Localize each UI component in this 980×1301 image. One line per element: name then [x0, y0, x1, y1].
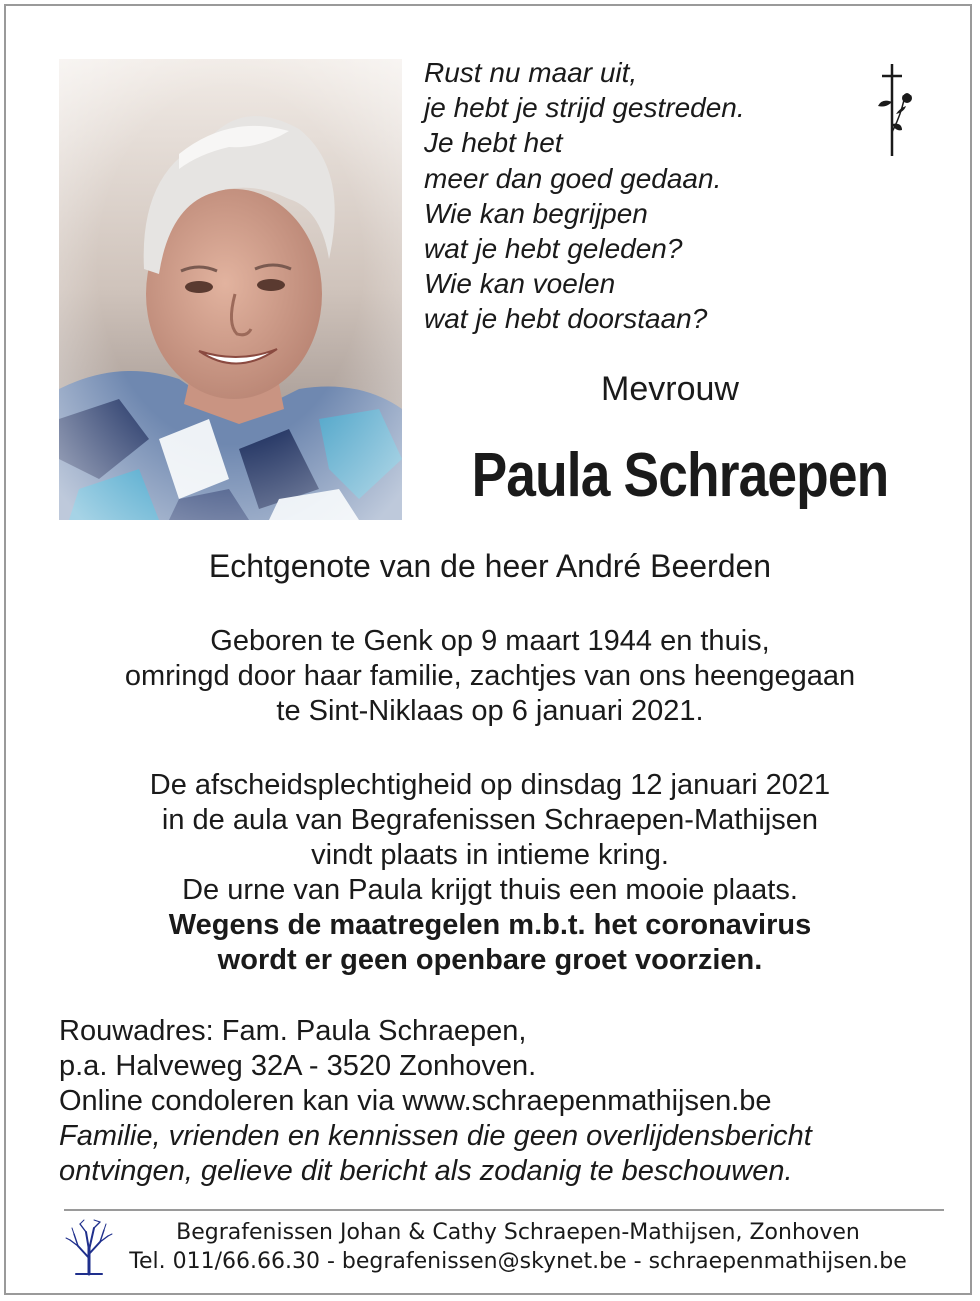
poem-line: je hebt je strijd gestreden.: [424, 92, 745, 124]
footer: [118, 1218, 918, 1276]
ceremony-line: De afscheidsplechtigheid op dinsdag 12 januari 2021: [149, 769, 831, 801]
spouse-line: Echtgenote van de heer André Beerden: [208, 548, 772, 584]
tree-logo-icon: [64, 1218, 114, 1276]
birth-text: [0, 624, 980, 729]
funeral-home-contact: Tel. 011/66.66.30 - begrafenissen@skynet.be - schraepenmathijsen.be: [129, 1249, 907, 1274]
corona-notice-line: wordt er geen openbare groet voorzien.: [217, 944, 763, 976]
poem-line: Wie kan begrijpen: [424, 197, 648, 229]
poem: [424, 55, 844, 337]
birth-line: te Sint-Niklaas op 6 januari 2021.: [276, 695, 704, 727]
address-block: [59, 1014, 939, 1189]
cross-with-rose-icon: [874, 62, 920, 158]
birth-line: omringd door haar familie, zachtjes van ons heengegaan: [124, 660, 856, 692]
funeral-home-name: Begrafenissen Johan & Cathy Schraepen-Mathijsen, Zonhoven: [176, 1220, 860, 1245]
divider: [64, 1209, 944, 1211]
portrait-photo: [59, 59, 402, 520]
notice-line: Familie, vrienden en kennissen die geen overlijdensbericht: [59, 1120, 812, 1152]
poem-line: wat je hebt geleden?: [424, 233, 683, 265]
poem-line: Rust nu maar uit,: [424, 57, 638, 88]
corona-notice-line: Wegens de maatregelen m.b.t. het coronavirus: [168, 909, 812, 941]
condolence-link: Online condoleren kan via www.schraepenmathijsen.be: [59, 1085, 772, 1117]
honorific: Mevrouw: [601, 370, 739, 408]
address-line: Rouwadres: Fam. Paula Schraepen,: [59, 1015, 527, 1047]
birth-line: Geboren te Genk op 9 maart 1944 en thuis,: [210, 625, 770, 657]
poem-line: Je hebt het: [424, 127, 563, 159]
ceremony-line: in de aula van Begrafenissen Schraepen-Mathijsen: [161, 804, 819, 836]
notice-line: ontvingen, gelieve dit bericht als zodanig te beschouwen.: [59, 1155, 793, 1187]
poem-line: Wie kan voelen: [424, 268, 616, 300]
ceremony-line: vindt plaats in intieme kring.: [311, 839, 669, 871]
ceremony-line: De urne van Paula krijgt thuis een mooie plaats.: [182, 874, 798, 906]
ceremony-text: [0, 768, 980, 978]
poem-line: wat je hebt doorstaan?: [424, 303, 708, 335]
poem-line: meer dan goed gedaan.: [424, 162, 722, 194]
deceased-name: Paula Schraepen: [471, 441, 889, 510]
address-line: p.a. Halveweg 32A - 3520 Zonhoven.: [59, 1050, 537, 1082]
